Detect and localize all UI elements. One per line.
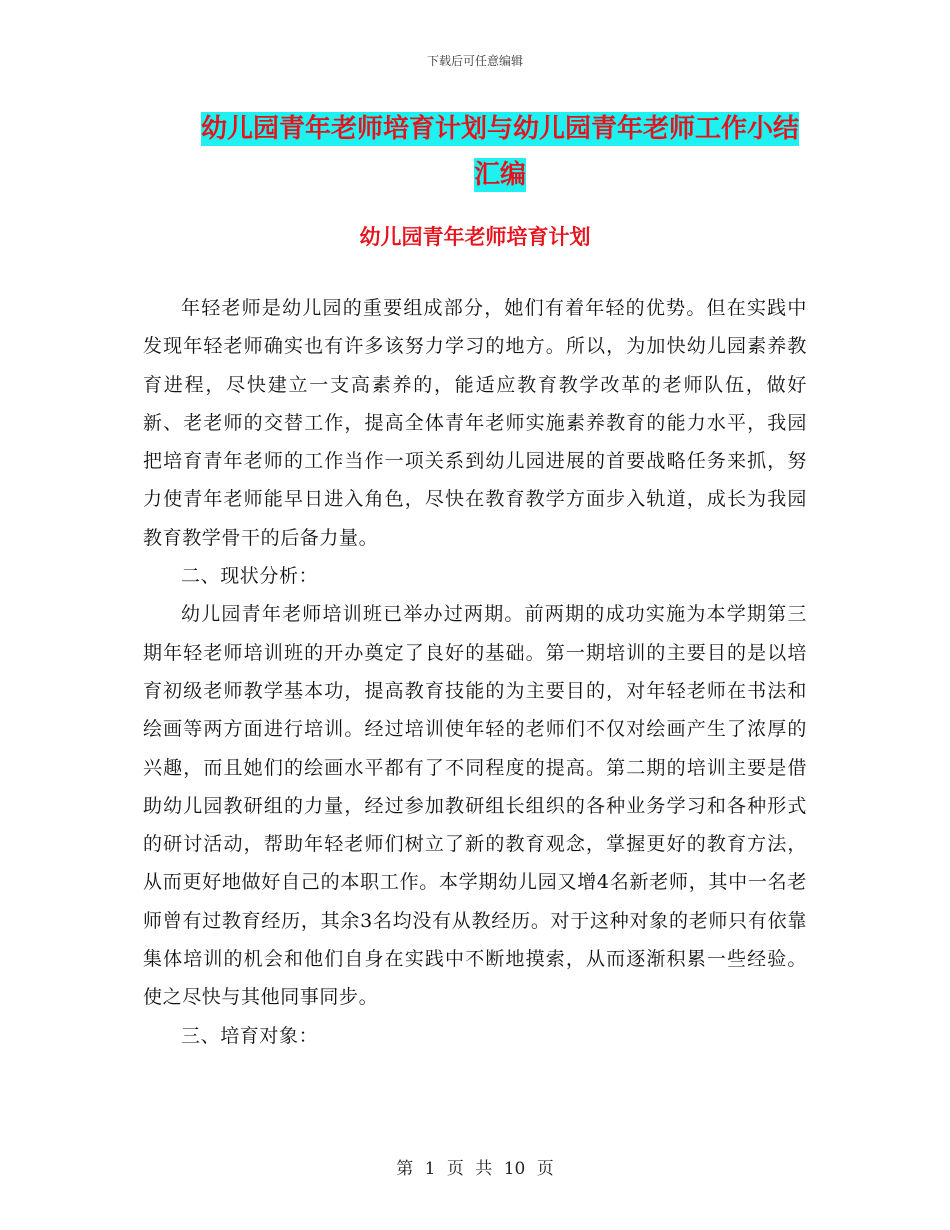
section-title: 幼儿园青年老师培育计划 [359,225,591,249]
header-note: 下载后可任意编辑 [426,54,523,68]
page-footer: 第 1 页 共 10 页 [396,1159,554,1179]
paragraph-intro: 年轻老师是幼儿园的重要组成部分，她们有着年轻的优势。但在实践中发现年轻老师确实也有许多该努力学习的地方。所以，为加快幼儿园素养教育进程，尽快建立一支高素养的，能适应教育教学改革的老师队伍，做好新、老老师的交替工作，提高全体青年老师实施素养教育的能力水平，我园把培育青年老师的工作当作一项关系到幼儿园进展的首要战略任务来抓，努力使青年老师能早日进入角色，尽快在教育教学方面步入轨道，成长为我园教育教学骨干的后备力量。 [143,297,807,549]
document-title-line1: 幼儿园青年老师培育计划与幼儿园青年老师工作小结 [200,114,799,144]
paragraph-status-analysis: 幼儿园青年老师培训班已举办过两期。前两期的成功实施为本学期第三期年轻老师培训班的开办奠定了良好的基础。第一期培训的主要目的是以培育初级老师教学基本功，提高教育技能的为主要目的，对年轻老师在书法和绘画等两方面进行培训。经过培训使年轻的老师们不仅对绘画产生了浓厚的兴趣，而且她们的绘画水平都有了不同程度的提高。第二期的培训主要是借助幼儿园教研组的力量，经过参加教研组长组织的各种业务学习和各种形式的研讨活动，帮助年轻老师们树立了新的教育观念，掌握更好的教育方法，从而更好地做好自己的本职工作。本学期幼儿园又增4名新老师，其中一名老师曾有过教育经历，其余3名均没有从教经历。对于这种对象的老师只有依靠集体培训的机会和他们自身在实践中不断地摸索，从而逐渐积累一些经验。使之尽快与其他同事同步。 [143,603,807,1009]
heading-training-targets: 三、培育对象： [181,1024,319,1047]
document-title-line2: 汇编 [473,160,526,190]
document-title [190,106,810,198]
document-body [143,289,807,1055]
heading-status-analysis: 二、现状分析： [181,565,319,588]
